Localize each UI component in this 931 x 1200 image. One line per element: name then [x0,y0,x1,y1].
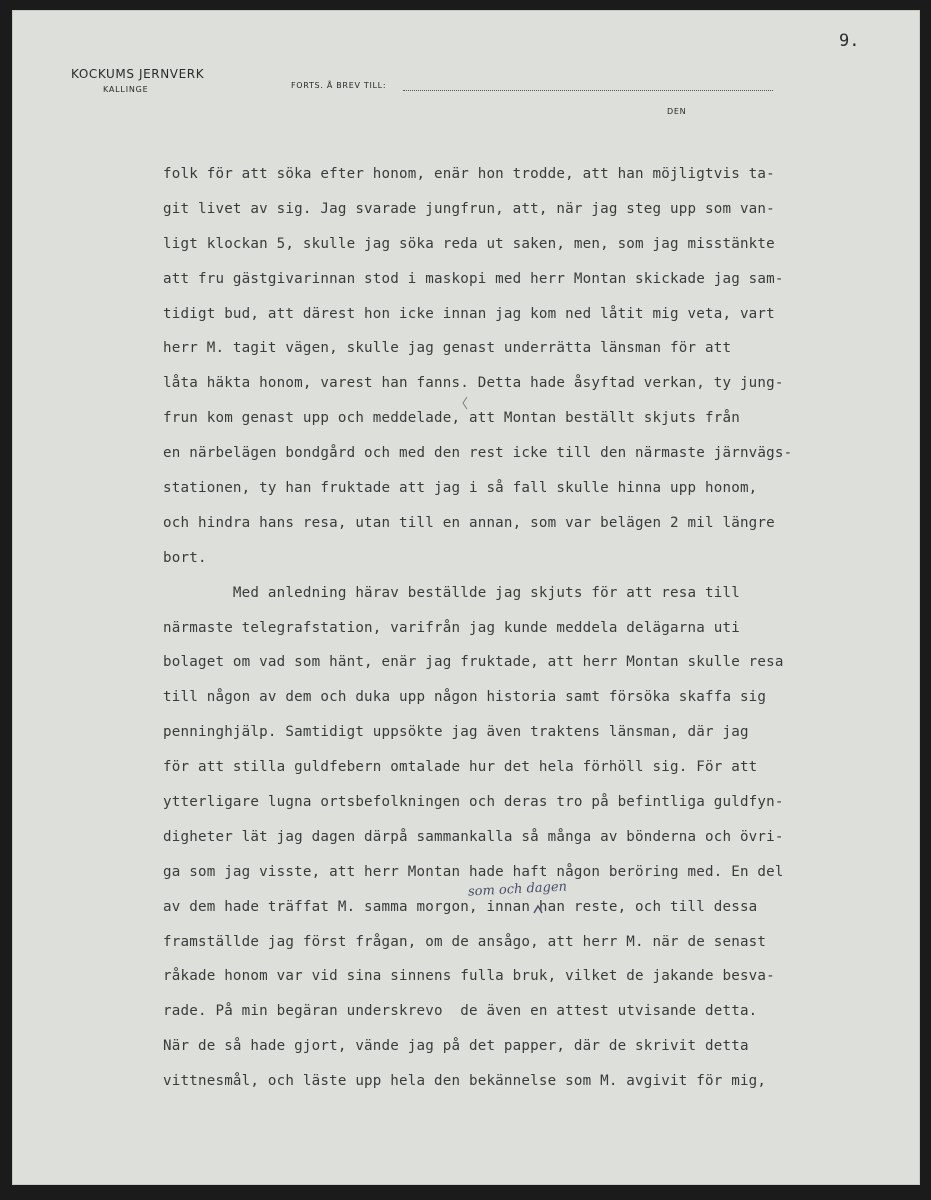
letter-body [163,157,903,1099]
body-line: att fru gästgivarinnan stod i maskopi med herr Montan skickade jag sam- [163,270,784,287]
body-line: När de så hade gjort, vände jag på det papper, där de skrivit detta [163,1038,749,1055]
body-line: och hindra hans resa, utan till en annan, som var belägen 2 mil längre [163,514,775,531]
handwritten-insertion: som och dagen [467,879,568,900]
body-line: folk för att söka efter honom, enär hon trodde, att han möjligtvis ta- [163,166,775,182]
insertion-caret-icon [533,904,543,914]
body-line: till någon av dem och duka upp någon historia samt försöka skaffa sig [163,689,767,706]
body-line: bort. [163,549,207,566]
date-label: DEN [667,107,687,116]
body-line: av dem hade träffat M. samma morgon, innan han reste, och till dessa [163,898,758,915]
body-line: ligt klockan 5, skulle jag söka reda ut saken, men, som jag misstänkte [163,235,775,252]
continuation-label: FORTS. Å BREV TILL: [291,81,387,90]
body-line: herr M. tagit vägen, skulle jag genast underrätta länsman för att [163,340,732,357]
body-line: stationen, ty han fruktade att jag i så fall skulle hinna upp honom, [163,480,758,497]
body-line: git livet av sig. Jag svarade jungfrun, att, när jag steg upp som van- [163,200,775,217]
body-line: låta häkta honom, varest han fanns. Detta hade åsyftad verkan, ty jung- [163,375,784,392]
body-line: för att stilla guldfebern omtalade hur det hela förhöll sig. För att [163,759,758,776]
letter-page [12,10,920,1185]
body-line: bolaget om vad som hänt, enär jag fruktade, att herr Montan skulle resa [163,654,784,671]
body-line: framställde jag först frågan, om de ansågo, att herr M. när de senast [163,933,767,950]
continuation-dotted-line [403,90,773,91]
body-line: Med anledning härav beställde jag skjuts för att resa till [163,584,740,601]
page-number: 9. [839,31,860,51]
body-line: en närbelägen bondgård och med den rest icke till den närmaste järnvägs- [163,445,793,462]
body-line: närmaste telegrafstation, varifrån jag kunde meddela delägarna uti [163,619,740,636]
body-line: rade. På min begäran underskrevo de även en attest utvisande detta. [163,1003,758,1020]
body-line: ytterligare lugna ortsbefolkningen och deras tro på befintliga guldfyn- [163,794,784,811]
body-line: digheter lät jag dagen därpå sammankalla så många av bönderna och övri- [163,828,784,845]
body-line: tidigt bud, att därest hon icke innan jag kom ned låtit mig veta, vart [163,305,775,322]
body-line: råkade honom var vid sina sinnens fulla bruk, vilket de jakande besva- [163,968,775,985]
body-line: vittnesmål, och läste upp hela den bekännelse som M. avgivit för mig, [163,1073,767,1090]
body-line: penninghjälp. Samtidigt uppsökte jag även traktens länsman, där jag [163,724,749,741]
body-line: ga som jag visste, att herr Montan hade haft någon beröring med. En del [163,863,784,880]
letterhead-company: KOCKUMS JERNVERK [71,67,205,81]
body-line: frun kom genast upp och meddelade, att Montan beställt skjuts från [163,410,740,427]
letterhead-location: KALLINGE [103,85,149,94]
